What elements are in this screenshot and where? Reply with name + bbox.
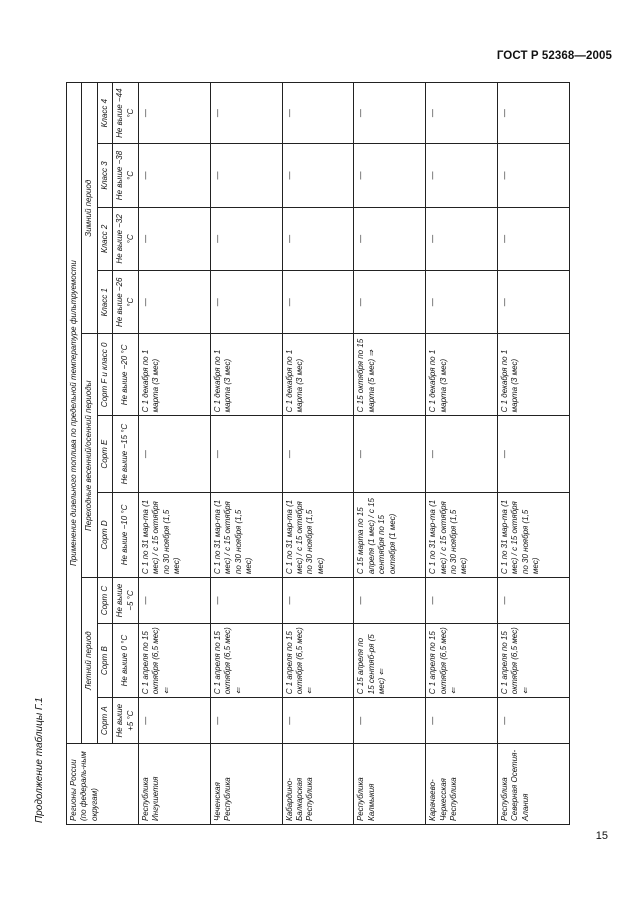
- data-cell: —: [354, 271, 426, 334]
- region-cell: Чеченская Республика: [210, 744, 282, 825]
- table-caption: Продолжение таблицы Г.1: [34, 697, 45, 823]
- table-row: [210, 83, 282, 825]
- grade-header-row: [97, 83, 112, 825]
- document-code: ГОСТ Р 52368—2005: [496, 50, 612, 62]
- limit-header: Не выше −32 °C: [113, 207, 139, 270]
- region-cell: Кабардино-Балкарская Республика: [282, 744, 354, 825]
- data-cell: —: [426, 578, 498, 624]
- data-cell: —: [282, 271, 354, 334]
- data-cell: —: [426, 83, 498, 144]
- region-cell: Республика Калмыкия: [354, 744, 426, 825]
- limit-header: Не выше −44 °C: [113, 83, 139, 144]
- data-cell: С 15 апреля по 15 сентяб-ря (5 мес) ⇐: [354, 623, 426, 697]
- data-cell: С 1 апреля по 15 октября (6,5 мес) ⇐: [498, 623, 570, 697]
- limit-header: Не выше −38 °C: [113, 144, 139, 207]
- data-cell: —: [282, 207, 354, 270]
- data-cell: —: [138, 144, 210, 207]
- data-cell: С 1 по 31 мар-та (1 мес) / с 15 октября по 30 ноября (1,5 мес): [426, 492, 498, 577]
- limit-header-row: [113, 83, 139, 825]
- data-cell: С 1 декабря по 1 марта (3 мес): [282, 334, 354, 416]
- table-row: [354, 83, 426, 825]
- data-cell: С 1 по 31 мар-та (1 мес) / с 15 октября по 30 ноября (1,5 мес): [498, 492, 570, 577]
- data-cell: —: [282, 83, 354, 144]
- data-cell: —: [426, 416, 498, 492]
- data-cell: —: [498, 698, 570, 744]
- data-cell: —: [354, 144, 426, 207]
- data-cell: —: [498, 144, 570, 207]
- transition-period-header: Переходные весенний/осенний периоды: [82, 334, 97, 578]
- data-cell: —: [138, 416, 210, 492]
- data-cell: —: [210, 416, 282, 492]
- data-cell: С 1 декабря по 1 марта (3 мес): [426, 334, 498, 416]
- page-number: 15: [595, 830, 608, 842]
- data-cell: —: [498, 416, 570, 492]
- data-cell: —: [282, 144, 354, 207]
- data-cell: С 1 декабря по 1 марта (3 мес): [498, 334, 570, 416]
- data-cell: С 1 по 31 мар-та (1 мес) / с 15 октября по 30 ноября (1,5 мес): [282, 492, 354, 577]
- table-row: [498, 83, 570, 825]
- data-cell: —: [210, 144, 282, 207]
- region-cell: Карачаево-Черкесская Республика: [426, 744, 498, 825]
- winter-period-header: Зимний период: [82, 83, 97, 334]
- data-cell: —: [426, 698, 498, 744]
- grade-header: Сорт A: [97, 698, 112, 744]
- grade-header: Сорт F и класс 0: [97, 334, 112, 416]
- data-cell: —: [354, 83, 426, 144]
- grade-header: Класс 4: [97, 83, 112, 144]
- data-cell: —: [138, 83, 210, 144]
- data-cell: С 1 апреля по 15 октября (6,5 мес) ⇐: [210, 623, 282, 697]
- data-cell: С 15 марта по 15 апреля (1 мес) / с 15 сентября по 15 октября (1 мес): [354, 492, 426, 577]
- table-row: [426, 83, 498, 825]
- data-cell: С 1 по 31 мар-та (1 мес) / с 15 октября по 30 ноября (1,5 мес): [210, 492, 282, 577]
- rotated-table-block: [34, 82, 574, 825]
- data-cell: —: [354, 207, 426, 270]
- data-cell: —: [498, 271, 570, 334]
- fuel-application-table: [66, 82, 570, 825]
- limit-header: Не выше −5 °C: [113, 578, 139, 624]
- data-cell: —: [498, 83, 570, 144]
- region-header: Регионы России (по федераль-ным округам): [67, 744, 139, 825]
- data-cell: С 1 апреля по 15 октября (6,5 мес) ⇐: [138, 623, 210, 697]
- limit-header: Не выше +5 °C: [113, 698, 139, 744]
- data-cell: —: [210, 698, 282, 744]
- grade-header: Сорт C: [97, 578, 112, 624]
- grade-header: Сорт B: [97, 623, 112, 697]
- data-cell: —: [354, 416, 426, 492]
- limit-header: Не выше −10 °C: [113, 492, 139, 577]
- data-cell: —: [354, 578, 426, 624]
- data-cell: —: [282, 698, 354, 744]
- grade-header: Класс 3: [97, 144, 112, 207]
- data-cell: —: [498, 578, 570, 624]
- data-cell: —: [138, 578, 210, 624]
- data-cell: —: [210, 271, 282, 334]
- data-cell: С 1 по 31 мар-та (1 мес) / с 15 октября по 30 ноября (1,5 мес): [138, 492, 210, 577]
- data-cell: —: [498, 207, 570, 270]
- limit-header: Не выше 0 °C: [113, 623, 139, 697]
- limit-header: Не выше −20 °C: [113, 334, 139, 416]
- data-cell: С 1 апреля по 15 октября (6,5 мес) ⇐: [282, 623, 354, 697]
- table-row: [138, 83, 210, 825]
- data-cell: —: [210, 83, 282, 144]
- data-cell: —: [210, 207, 282, 270]
- data-cell: С 15 октября по 15 марта (5 мес) ⇒: [354, 334, 426, 416]
- limit-header: Не выше −15 °C: [113, 416, 139, 492]
- summer-period-header: Летний период: [82, 578, 97, 744]
- grade-header: Сорт D: [97, 492, 112, 577]
- grade-header: Сорт E: [97, 416, 112, 492]
- data-cell: —: [426, 144, 498, 207]
- data-cell: —: [138, 271, 210, 334]
- data-cell: —: [282, 578, 354, 624]
- data-cell: С 1 декабря по 1 марта (3 мес): [138, 334, 210, 416]
- main-header: Применение дизельного топлива по предельной температуре фильтруемости: [67, 83, 82, 744]
- grade-header: Класс 1: [97, 271, 112, 334]
- data-cell: —: [426, 271, 498, 334]
- data-cell: —: [210, 578, 282, 624]
- data-cell: —: [138, 207, 210, 270]
- table-row: [282, 83, 354, 825]
- data-cell: С 1 декабря по 1 марта (3 мес): [210, 334, 282, 416]
- region-cell: Республика Северная Осетия-Алания: [498, 744, 570, 825]
- grade-header: Класс 2: [97, 207, 112, 270]
- region-cell: Республика Ингушетия: [138, 744, 210, 825]
- data-cell: С 1 апреля по 15 октября (6,5 мес) ⇐: [426, 623, 498, 697]
- data-cell: —: [282, 416, 354, 492]
- data-cell: —: [138, 698, 210, 744]
- limit-header: Не выше −26 °C: [113, 271, 139, 334]
- data-cell: —: [426, 207, 498, 270]
- data-cell: —: [354, 698, 426, 744]
